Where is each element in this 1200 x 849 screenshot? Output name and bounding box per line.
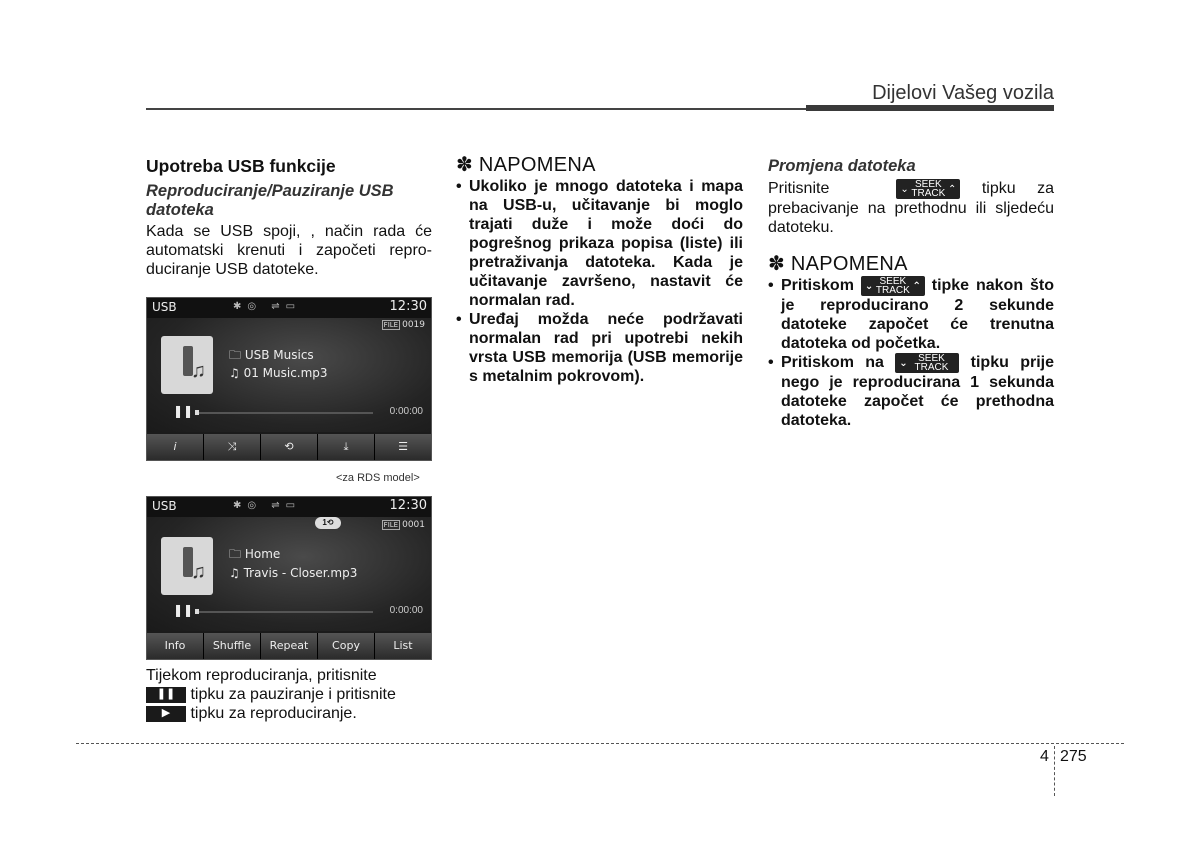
list-button[interactable]: List	[375, 633, 431, 659]
usb-device-icon: ♫	[161, 336, 213, 394]
middle-column	[456, 156, 743, 386]
music-note-icon: ♫	[229, 366, 244, 380]
note-title: ✽ NAPOMENA	[456, 154, 596, 176]
progress-handle[interactable]	[195, 609, 199, 614]
usb-screen-standard	[146, 496, 432, 660]
subsection-title: Promjena datoteka	[768, 157, 916, 175]
file-counter: FILE 0001	[383, 520, 425, 530]
note-list	[768, 276, 1054, 430]
playback-row	[173, 406, 423, 420]
screen-button-row	[147, 434, 431, 460]
pause-button-icon: ❚❚	[146, 687, 186, 703]
file-change-paragraph: Pritisnite ⌄ SEEK TRACK ⌃ tipku za prebacivanje na prethodnu ili sljedeću datoteku.	[768, 179, 1054, 236]
repeat-one-icon: 1⟲	[315, 517, 341, 529]
source-label: USB	[152, 300, 177, 314]
shuffle-button[interactable]: Shuffle	[204, 633, 260, 659]
shuffle-icon[interactable]: ⤨	[204, 434, 260, 460]
list-icon[interactable]: ☰	[375, 434, 431, 460]
clock: 12:30	[389, 299, 427, 314]
screen-status-bar	[147, 298, 431, 318]
page-number-divider	[1054, 746, 1055, 796]
play-button-icon: ▶	[146, 706, 186, 722]
progress-bar[interactable]	[195, 611, 373, 613]
file-counter: FILE 0019	[383, 320, 425, 330]
intro-paragraph: Kada se USB spoji, , način rada će automatski krenuti i započeti reproduciranje USB datoteke.	[146, 223, 432, 278]
repeat-icon[interactable]: ⟲	[261, 434, 317, 460]
pause-line-1: Tijekom reproduciranja, pritisnite	[146, 667, 377, 684]
info-icon[interactable]: i	[147, 434, 203, 460]
elapsed-time: 0:00:00	[389, 406, 423, 417]
screen-body	[147, 517, 431, 631]
chapter-number: 4	[1040, 748, 1049, 765]
footer-rule	[76, 743, 1124, 744]
usb-device-icon: ♫	[161, 537, 213, 595]
info-button[interactable]: Info	[147, 633, 203, 659]
page-number: 275	[1060, 748, 1087, 765]
seek-track-button-icon: ⌄ SEEK TRACK ⌃	[896, 179, 960, 199]
status-icons: ✱◎ ⇌▭	[233, 500, 302, 511]
folder-line: 🗀 USB Musics	[229, 348, 314, 362]
section-title: Upotreba USB funkcije	[146, 156, 336, 176]
progress-bar[interactable]	[195, 412, 373, 414]
source-label: USB	[152, 499, 177, 513]
screen-button-row	[147, 633, 431, 659]
status-icons: ✱◎ ⇌▭	[233, 301, 302, 312]
pause-play-text	[146, 666, 432, 723]
clock: 12:30	[389, 498, 427, 513]
music-note-icon: ♫	[229, 566, 244, 580]
pause-icon[interactable]: ❚❚	[173, 404, 194, 418]
folder-line: 🗀 Home	[229, 547, 281, 561]
note-item: • Pritiskom ⌄ SEEK TRACK ⌃ tipke nakon što je reproducirano 2 sekunde datoteke započet će trenutna datoteka od početka.	[768, 276, 1054, 353]
folder-icon: 🗀	[229, 547, 245, 561]
pause-icon[interactable]: ❚❚	[173, 603, 194, 617]
pause-line-2: ❚❚ tipku za pauziranje i pritisnite	[146, 685, 432, 704]
copy-icon[interactable]: ⤓	[318, 434, 374, 460]
pause-line-3: ▶ tipku za reproduciranje.	[146, 704, 432, 723]
folder-icon: 🗀	[229, 348, 245, 362]
note-item: • Ukoliko je mnogo datoteka i mapa na USB-u, učitavanje bi moglo trajati duže i može doći do pogrešnog prikaza popisa (liste) ili pretraživanja datoteka. Kada je učitavanje završeno, nastavit će normalan rad.	[456, 177, 743, 310]
header-rule-accent	[806, 105, 1054, 111]
playback-row	[173, 605, 423, 619]
right-column	[768, 157, 1054, 430]
note-item: • Uređaj možda neće podržavati normalan rad pri upotrebi nekih vrsta USB memorija (USB memorije s metalnim pokrovom).	[456, 310, 743, 386]
track-line: ♫ Travis - Closer.mp3	[229, 566, 358, 580]
track-line: ♫ 01 Music.mp3	[229, 366, 328, 380]
progress-handle[interactable]	[195, 410, 199, 415]
elapsed-time: 0:00:00	[389, 605, 423, 616]
rds-caption: <za RDS model>	[336, 472, 420, 484]
subsection-title: Reproduciranje/Pauziranje USB datoteka	[146, 182, 394, 219]
note-list	[456, 177, 743, 386]
note-item: • Pritiskom na ⌄ SEEK TRACK tipku prije nego je reproducirana 1 sekunda datoteke započet će prethodna datoteka.	[768, 353, 1054, 430]
screen-status-bar	[147, 497, 431, 517]
usb-screen-rds	[146, 297, 432, 461]
seek-track-button-icon: ⌄ SEEK TRACK	[895, 353, 959, 373]
seek-track-button-icon: ⌄ SEEK TRACK ⌃	[861, 276, 925, 296]
screen-body	[147, 318, 431, 432]
note-title: ✽ NAPOMENA	[768, 253, 908, 275]
left-column	[146, 157, 432, 279]
chapter-title: Dijelovi Vašeg vozila	[872, 82, 1054, 104]
repeat-button[interactable]: Repeat	[261, 633, 317, 659]
copy-button[interactable]: Copy	[318, 633, 374, 659]
